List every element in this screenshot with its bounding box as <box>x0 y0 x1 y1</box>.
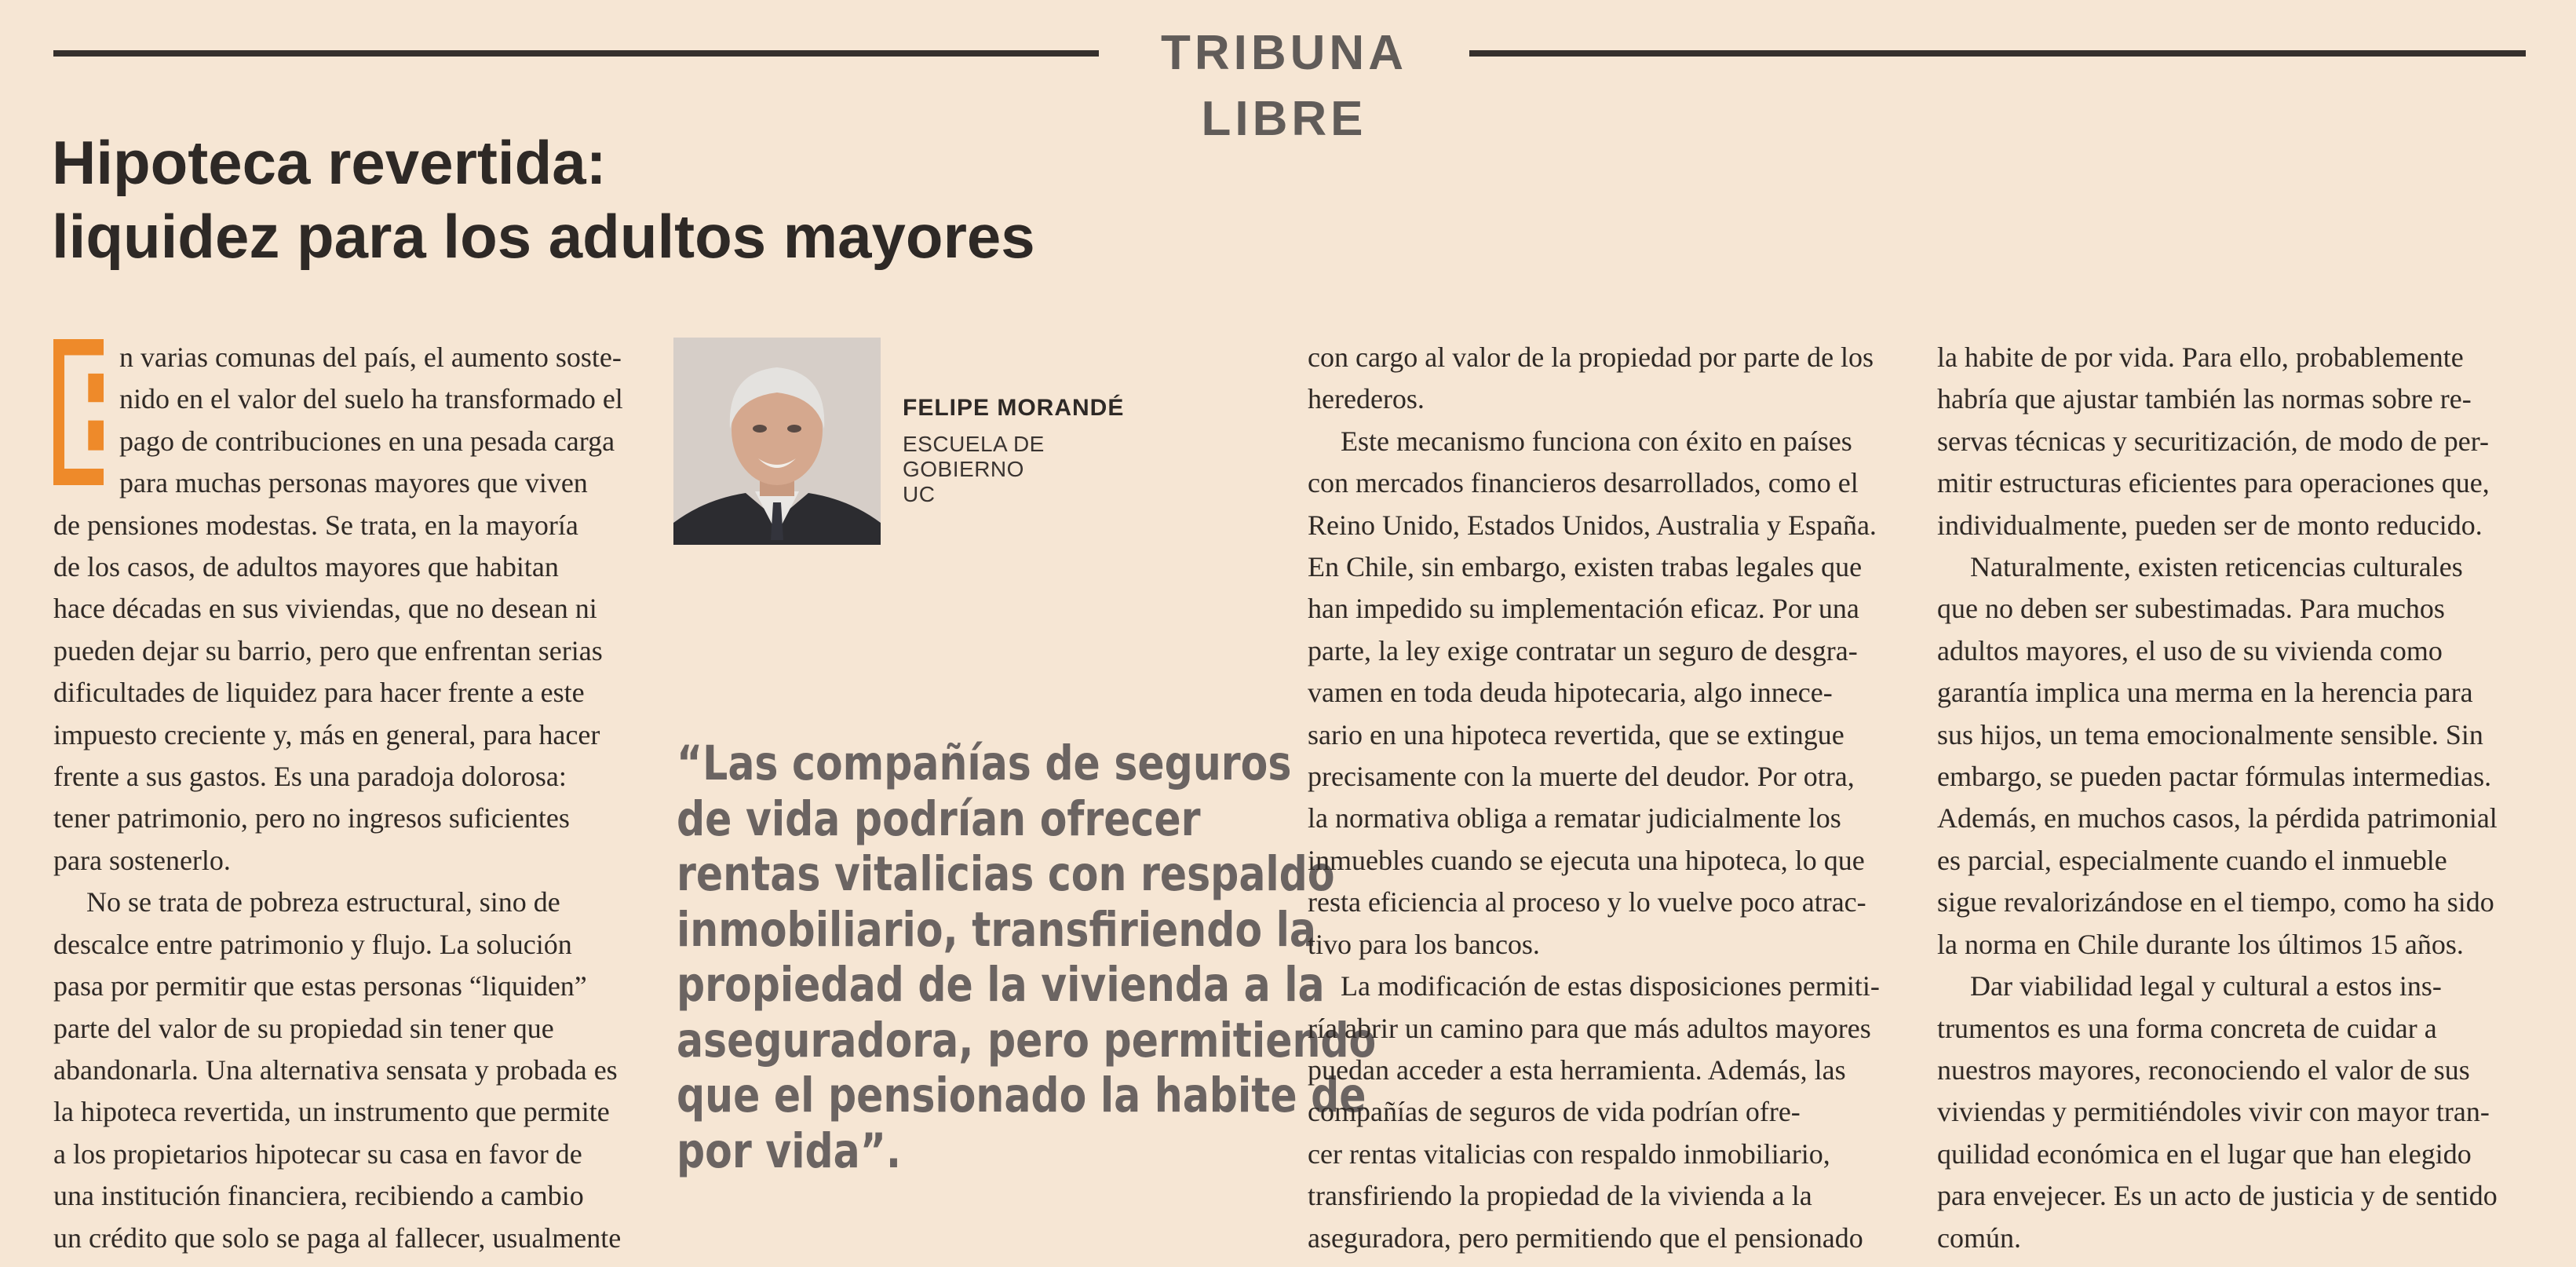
text-line: impuesto creciente y, más en general, para hacer <box>53 718 600 750</box>
header-rule-right <box>1469 50 2526 57</box>
author-portrait-image <box>673 338 881 545</box>
text-line: la norma en Chile durante los últimos 15 años. <box>1937 928 2464 960</box>
text-line: de los casos, de adultos mayores que habitan <box>53 551 559 583</box>
text-line: dificultades de liquidez para hacer frente a este <box>53 677 585 709</box>
header-rule-left <box>53 50 1099 57</box>
text-line: hace décadas en sus viviendas, que no desean ni <box>53 593 597 625</box>
text-line: la hipoteca revertida, un instrumento que permite <box>53 1096 610 1128</box>
text-line: tivo para los bancos. <box>1308 928 1540 960</box>
text-line: con cargo al valor de la propiedad por parte de los <box>1308 341 1874 373</box>
text-line: puedan acceder a esta herramienta. Además, las <box>1308 1053 1846 1086</box>
text-line: Este mecanismo funciona con éxito en países <box>1341 425 1852 457</box>
author-photo <box>673 338 881 545</box>
text-line: quilidad económica en el lugar que han elegido <box>1937 1137 2472 1170</box>
text-line: trumentos es una forma concreta de cuidar a <box>1937 1012 2437 1044</box>
text-line: adultos mayores, el uso de su vivienda como <box>1937 634 2443 666</box>
text-line: para muchas personas mayores que viven <box>119 467 588 499</box>
quote-line: propiedad de la vivienda a la <box>677 957 1325 1013</box>
text-line: En Chile, sin embargo, existen trabas legales que <box>1308 551 1863 583</box>
text-line: pago de contribuciones en una pesada carga <box>119 425 615 457</box>
text-line: precisamente con la muerte del deudor. Por otra, <box>1308 761 1855 793</box>
text-line: garantía implica una merma en la herencia para <box>1937 677 2473 709</box>
author-affiliation <box>903 432 1162 507</box>
text-line: resta eficiencia al proceso y lo vuelve poco atrac- <box>1308 886 1866 918</box>
quote-line: de vida podrían ofrecer <box>677 791 1201 847</box>
text-line: que no deben ser subestimadas. Para muchos <box>1937 593 2445 625</box>
text-line: sario en una hipoteca revertida, que se extingue <box>1308 718 1844 750</box>
text-line: frente a sus gastos. Es una paradoja dolorosa: <box>53 761 567 793</box>
text-line: servas técnicas y securitización, de modo de per- <box>1937 425 2489 457</box>
headline <box>52 126 1151 273</box>
quote-line: inmobiliario, transfiriendo la <box>677 901 1316 958</box>
quote-line: por vida”. <box>677 1123 902 1179</box>
text-line: Naturalmente, existen reticencias culturales <box>1970 551 2463 583</box>
text-line: viviendas y permitiéndoles vivir con mayor tran- <box>1937 1096 2490 1128</box>
text-line: abandonarla. Una alternativa sensata y probada es <box>53 1053 618 1086</box>
text-line: parte, la ley exige contratar un seguro de desgra- <box>1308 634 1858 666</box>
text-line: para sostenerlo. <box>53 844 231 876</box>
text-line: para envejecer. Es un acto de justicia y de sentido <box>1937 1180 2498 1212</box>
text-line: nido en el valor del suelo ha transformado el <box>119 383 623 415</box>
text-line: Además, en muchos casos, la pérdida patrimonial <box>1937 802 2498 834</box>
text-line: pasa por permitir que estas personas “liquiden” <box>53 970 587 1002</box>
pull-quote <box>677 736 1377 1179</box>
text-line: descalce entre patrimonio y flujo. La solución <box>53 928 572 960</box>
text-line: n varias comunas del país, el aumento soste- <box>119 341 622 373</box>
text-line: aseguradora, pero permitiendo que el pensionado <box>1308 1221 1863 1254</box>
text-line: la normativa obliga a rematar judicialmente los <box>1308 802 1841 834</box>
quote-line: rentas vitalicias con respaldo <box>677 846 1335 902</box>
paragraph <box>1308 421 1904 966</box>
text-line: pueden dejar su barrio, pero que enfrentan serias <box>53 634 603 666</box>
paragraph <box>53 882 634 1259</box>
quote-line: “Las compañías de seguros <box>677 736 1292 791</box>
article-column-3 <box>1308 337 1904 1259</box>
text-line: una institución financiera, recibiendo a cambio <box>53 1180 584 1212</box>
text-line: ría abrir un camino para que más adultos mayores <box>1308 1012 1871 1044</box>
text-line: a los propietarios hipotecar su casa en favor de <box>53 1137 582 1170</box>
drop-cap-letter: E <box>53 319 164 504</box>
text-line: tener patrimonio, pero no ingresos suficientes <box>53 802 570 834</box>
text-line: individualmente, pueden ser de monto reducido. <box>1937 509 2483 541</box>
article-column-1 <box>53 319 634 1259</box>
text-line: herederos. <box>1308 383 1425 415</box>
text-line: parte del valor de su propiedad sin tener que <box>53 1012 554 1044</box>
quote-line: aseguradora, pero permitiendo <box>677 1012 1377 1068</box>
text-line: es parcial, especialmente cuando el inmueble <box>1937 844 2447 876</box>
text-line: de pensiones modestas. Se trata, en la mayoría <box>53 509 578 541</box>
paragraph <box>1308 337 1904 421</box>
headline-line-2: liquidez para los adultos mayores <box>52 202 1035 271</box>
text-line: sus hijos, un tema emocionalmente sensible. Sin <box>1937 718 2483 750</box>
text-line: con mercados financieros desarrollados, como el <box>1308 467 1859 499</box>
text-line: común. <box>1937 1221 2021 1254</box>
headline-line-1: Hipoteca revertida: <box>52 128 607 197</box>
author-affiliation-line: UC <box>903 482 936 506</box>
text-line: un crédito que solo se paga al fallecer, usualmente <box>53 1221 622 1254</box>
text-line: mitir estructuras eficientes para operaciones que, <box>1937 467 2490 499</box>
paragraph <box>1937 337 2534 546</box>
text-line: No se trata de pobreza estructural, sino de <box>86 886 560 918</box>
text-line: sigue revalorizándose en el tiempo, como ha sido <box>1937 886 2494 918</box>
text-line: compañías de seguros de vida podrían ofre- <box>1308 1096 1801 1128</box>
article-column-4 <box>1937 337 2534 1259</box>
author-name: FELIPE MORANDÉ <box>903 395 1125 421</box>
text-line: nuestros mayores, reconociendo el valor de sus <box>1937 1053 2470 1086</box>
text-line: han impedido su implementación eficaz. Por una <box>1308 593 1859 625</box>
text-line: La modificación de estas disposiciones permiti- <box>1341 970 1880 1002</box>
text-line: la habite de por vida. Para ello, probablemente <box>1937 341 2464 373</box>
text-line: Reino Unido, Estados Unidos, Australia y España. <box>1308 509 1877 541</box>
text-line: vamen en toda deuda hipotecaria, algo innece- <box>1308 677 1833 709</box>
section-label: TRIBUNA LIBRE <box>1161 26 1407 146</box>
text-line: embargo, se pueden pactar fórmulas intermedias. <box>1937 761 2492 793</box>
author-affiliation-line: ESCUELA DE GOBIERNO <box>903 432 1045 481</box>
paragraph <box>53 319 634 882</box>
text-line: Dar viabilidad legal y cultural a estos ins- <box>1970 970 2442 1002</box>
paragraph <box>1308 966 1904 1259</box>
text-line: cer rentas vitalicias con respaldo inmobiliario, <box>1308 1137 1830 1170</box>
text-line: habría que ajustar también las normas sobre re- <box>1937 383 2472 415</box>
paragraph <box>1937 966 2534 1259</box>
paragraph <box>1937 546 2534 966</box>
text-line: inmuebles cuando se ejecuta una hipoteca, lo que <box>1308 844 1865 876</box>
quote-line: que el pensionado la habite de <box>677 1068 1366 1123</box>
text-line: transfiriendo la propiedad de la vivienda a la <box>1308 1180 1812 1212</box>
